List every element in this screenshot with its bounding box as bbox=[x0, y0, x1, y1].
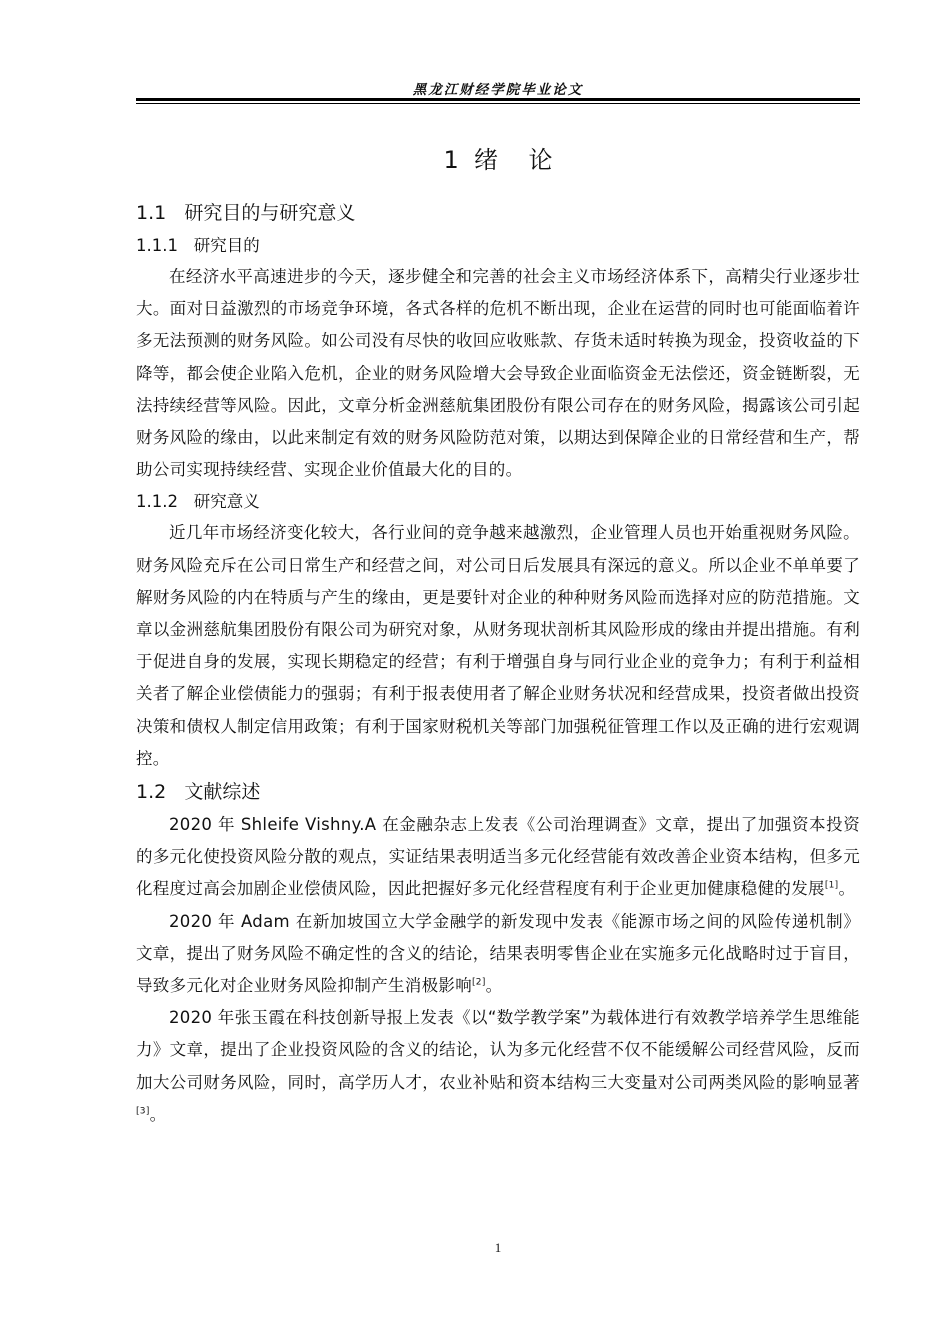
paragraph-literature-1-text: 2020 年 Shleife Vishny.A 在金融杂志上发表《公司治理调查》文章，提出了加强资本投资的多元化使投资风险分散的观点，实证结果表明适当多元化经营能有效改善企业资本结构，但多元化程度过高会加剧企业偿债风险，因此把握好多元化经营程度有利于企业更加健康稳健的发展 bbox=[136, 815, 860, 899]
paragraph-research-significance: 近几年市场经济变化较大，各行业间的竞争越来越激烈，企业管理人员也开始重视财务风险。财务风险充斥在公司日常生产和经营之间，对公司日后发展具有深远的意义。所以企业不单单要了解财务风险的内在特质与产生的缘由，更是要针对企业的种种财务风险而选择对应的防范措施。文章以金洲慈航集团股份有限公司为研究对象，从财务现状剖析其风险形成的缘由并提出措施。有利于促进自身的发展，实现长期稳定的经营；有利于增强自身与同行业企业的竞争力；有利于利益相关者了解企业偿债能力的强弱；有利于报表使用者了解企业财务状况和经营成果，投资者做出投资决策和债权人制定信用政策；有利于国家财税机关等部门加强税征管理工作以及正确的进行宏观调控。 bbox=[136, 523, 860, 768]
paragraph-literature-3-text: 2020 年张玉霞在科技创新导报上发表《以“数学教学案”为载体进行有效教学培养学生思维能力》文章，提出了企业投资风险的含义的结论，认为多元化经营不仅不能缓解公司经营风险，反而加大公司财务风险，同时，高学历人才，农业补贴和资本结构三大变量对公司两类风险的影响显著 bbox=[136, 1008, 860, 1092]
section-heading-1-2: 1.2 文献综述 bbox=[136, 781, 261, 804]
chapter-title: 1 绪 论 bbox=[443, 146, 553, 174]
header-rule-thin bbox=[136, 103, 860, 104]
section-heading-1-1: 1.1 研究目的与研究意义 bbox=[136, 202, 356, 224]
paragraph-literature-2 bbox=[136, 906, 860, 1003]
paragraph-literature-3-end: 。 bbox=[149, 1104, 167, 1124]
body-content bbox=[136, 196, 860, 1131]
header-rule-thick bbox=[136, 98, 860, 101]
section-heading-1-1-2: 1.1.2 研究意义 bbox=[136, 492, 260, 512]
section-heading-1-1-1: 1.1.1 研究目的 bbox=[136, 236, 260, 255]
citation-3: [3] bbox=[136, 1106, 150, 1117]
citation-2: [2] bbox=[472, 977, 486, 988]
paragraph-literature-3 bbox=[136, 1002, 860, 1131]
paragraph-literature-1-end: 。 bbox=[838, 879, 856, 899]
page-number: 1 bbox=[494, 1240, 502, 1255]
paragraph-literature-1 bbox=[136, 809, 860, 906]
paragraph-research-purpose: 在经济水平高速进步的今天，逐步健全和完善的社会主义市场经济体系下，高精尖行业逐步壮大。面对日益激烈的市场竞争环境，各式各样的危机不断出现，企业在运营的同时也可能面临着许多无法预测的财务风险。如公司没有尽快的收回应收账款、存货未适时转换为现金，投资收益的下降等，都会使企业陷入危机，企业的财务风险增大会导致企业面临资金无法偿还，资金链断裂，无法持续经营等风险。因此，文章分析金洲慈航集团股份有限公司存在的财务风险，揭露该公司引起财务风险的缘由，以此来制定有效的财务风险防范对策，以期达到保障企业的日常经营和生产，帮助公司实现持续经营、实现企业价值最大化的目的。 bbox=[136, 267, 860, 480]
paragraph-literature-2-end: 。 bbox=[485, 976, 503, 996]
running-header: 黑龙江财经学院毕业论文 bbox=[412, 82, 584, 98]
citation-1: [1] bbox=[824, 880, 839, 891]
paragraph-literature-2-text: 2020 年 Adam 在新加坡国立大学金融学的新发现中发表《能源市场之间的风险传递机制》文章，提出了财务风险不确定性的含义的结论，结果表明零售企业在实施多元化战略时过于盲目，导致多元化对企业财务风险抑制产生消极影响 bbox=[136, 911, 860, 996]
